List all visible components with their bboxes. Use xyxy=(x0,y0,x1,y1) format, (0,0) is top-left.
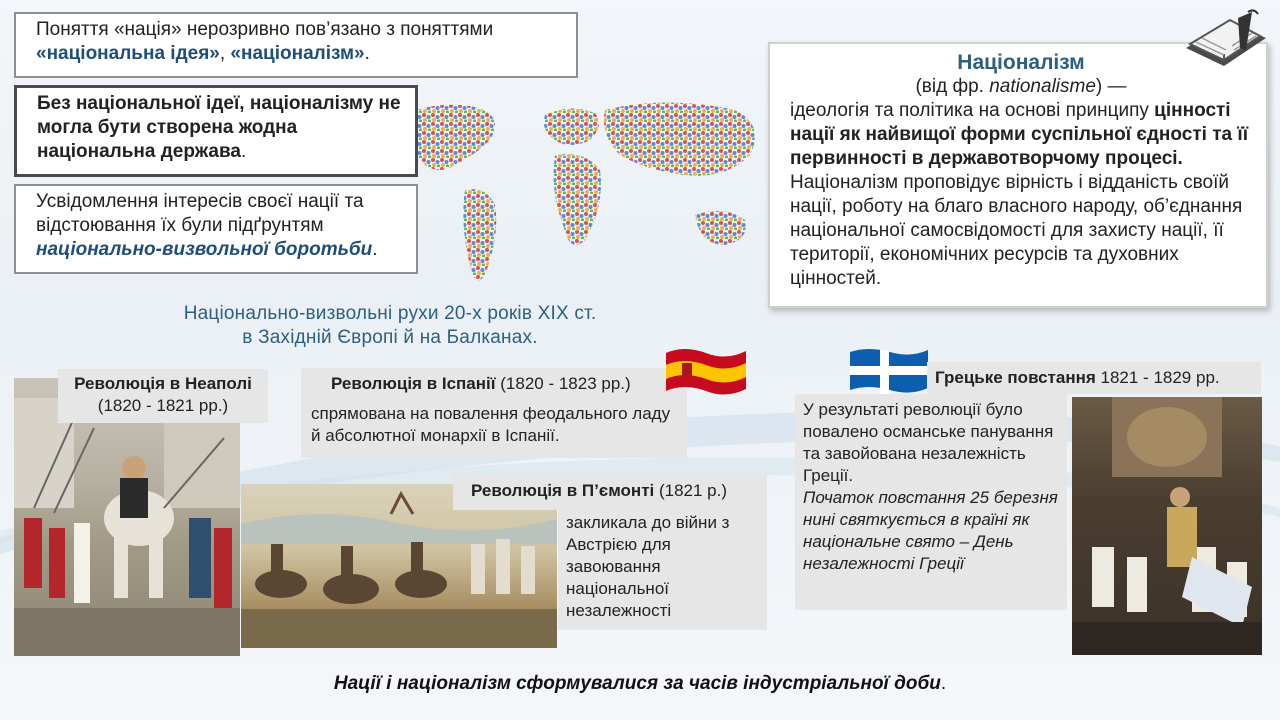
footer-note xyxy=(0,672,1280,696)
naples-dates: (1820 - 1821 рр.) xyxy=(97,396,229,415)
national-idea-text: Без національної ідеї, націоналізму не могла бути створена жодна національна держава xyxy=(37,93,401,162)
awareness-end: . xyxy=(372,239,378,260)
footer-text: Нації і націоналізм сформувалися за часів індустріальної доби xyxy=(333,673,941,694)
piedmont-desc: закликала до війни з Австрією для завоювання національної незалежності xyxy=(566,513,730,620)
piedmont-label xyxy=(453,474,767,510)
book-icon xyxy=(1180,8,1272,84)
concept-term-1: «національна ідея» xyxy=(36,43,220,64)
greece-dates: 1821 - 1829 рр. xyxy=(1095,368,1220,387)
spain-desc: спрямована на повалення феодального ладу й абсолютної монархії в Іспанії. xyxy=(311,404,671,445)
spain-flag xyxy=(664,345,748,397)
national-idea-end: . xyxy=(240,141,247,162)
section-title xyxy=(120,302,660,350)
piedmont-title: Революція в П’ємонті xyxy=(471,481,655,500)
origin-pre: (від фр. xyxy=(915,76,990,97)
spain-heading xyxy=(311,373,677,395)
crowd-world-map xyxy=(395,95,795,300)
concept-text: Поняття «нація» нерозривно пов’язано з поняттями xyxy=(36,19,494,40)
awareness-term: національно-визвольної боротьби xyxy=(36,239,373,260)
piedmont-dates: (1821 р.) xyxy=(654,481,728,500)
definition-heading: Націоналізм xyxy=(957,51,1085,74)
awareness-text: Усвідомлення інтересів своєї нації та відстоювання їх були підґрунтям xyxy=(36,191,364,236)
concept-sep: , xyxy=(219,43,231,64)
concept-box xyxy=(14,12,578,78)
footer-end: . xyxy=(940,673,947,694)
definition-text-2: Націоналізм проповідує вірність і відданість своїй нації, роботу на благо власного народу, об’єднання національної самосвідомості для захисту нації, її території, економічних ресурсів та духовних цінностей. xyxy=(790,172,1243,289)
section-title-line-1: Національно-визвольні рухи 20-х років ХІХ ст. xyxy=(183,303,597,324)
naples-label xyxy=(58,369,268,423)
greece-label xyxy=(927,362,1261,394)
section-title-line-2: в Західній Європі й на Балканах. xyxy=(242,327,538,348)
spain-box xyxy=(301,368,687,458)
origin-word: nationalisme xyxy=(989,76,1096,97)
greek-uprising-painting xyxy=(1072,397,1262,655)
definition-text-1: ідеологія та політика на основі принципу xyxy=(790,100,1149,121)
greece-desc: У результаті революції було повалено османське панування та завойована незалежність Греції. xyxy=(803,400,1054,485)
greece-holiday: Початок повстання 25 березня нині святкується в країні як національне свято – День незалежності Греції xyxy=(803,488,1058,573)
spain-title: Революція в Іспанії xyxy=(331,374,496,393)
greece-desc-box xyxy=(795,394,1067,610)
spain-dates: (1820 - 1823 рр.) xyxy=(495,374,631,393)
origin-post: ) — xyxy=(1095,76,1127,97)
greece-flag xyxy=(848,346,930,396)
awareness-box xyxy=(14,184,418,274)
piedmont-desc-box xyxy=(558,510,767,630)
definition-bold: цінності нації як найвищої форми суспільної єдності та її первинності в державотворчому процесі. xyxy=(790,100,1249,169)
definition-body xyxy=(790,99,1252,291)
concept-end: . xyxy=(364,43,370,64)
national-idea-box xyxy=(14,85,418,177)
greece-title: Грецьке повстання xyxy=(935,368,1096,387)
concept-term-2: «націоналізм» xyxy=(230,43,365,64)
naples-title: Революція в Неаполі xyxy=(74,374,252,393)
